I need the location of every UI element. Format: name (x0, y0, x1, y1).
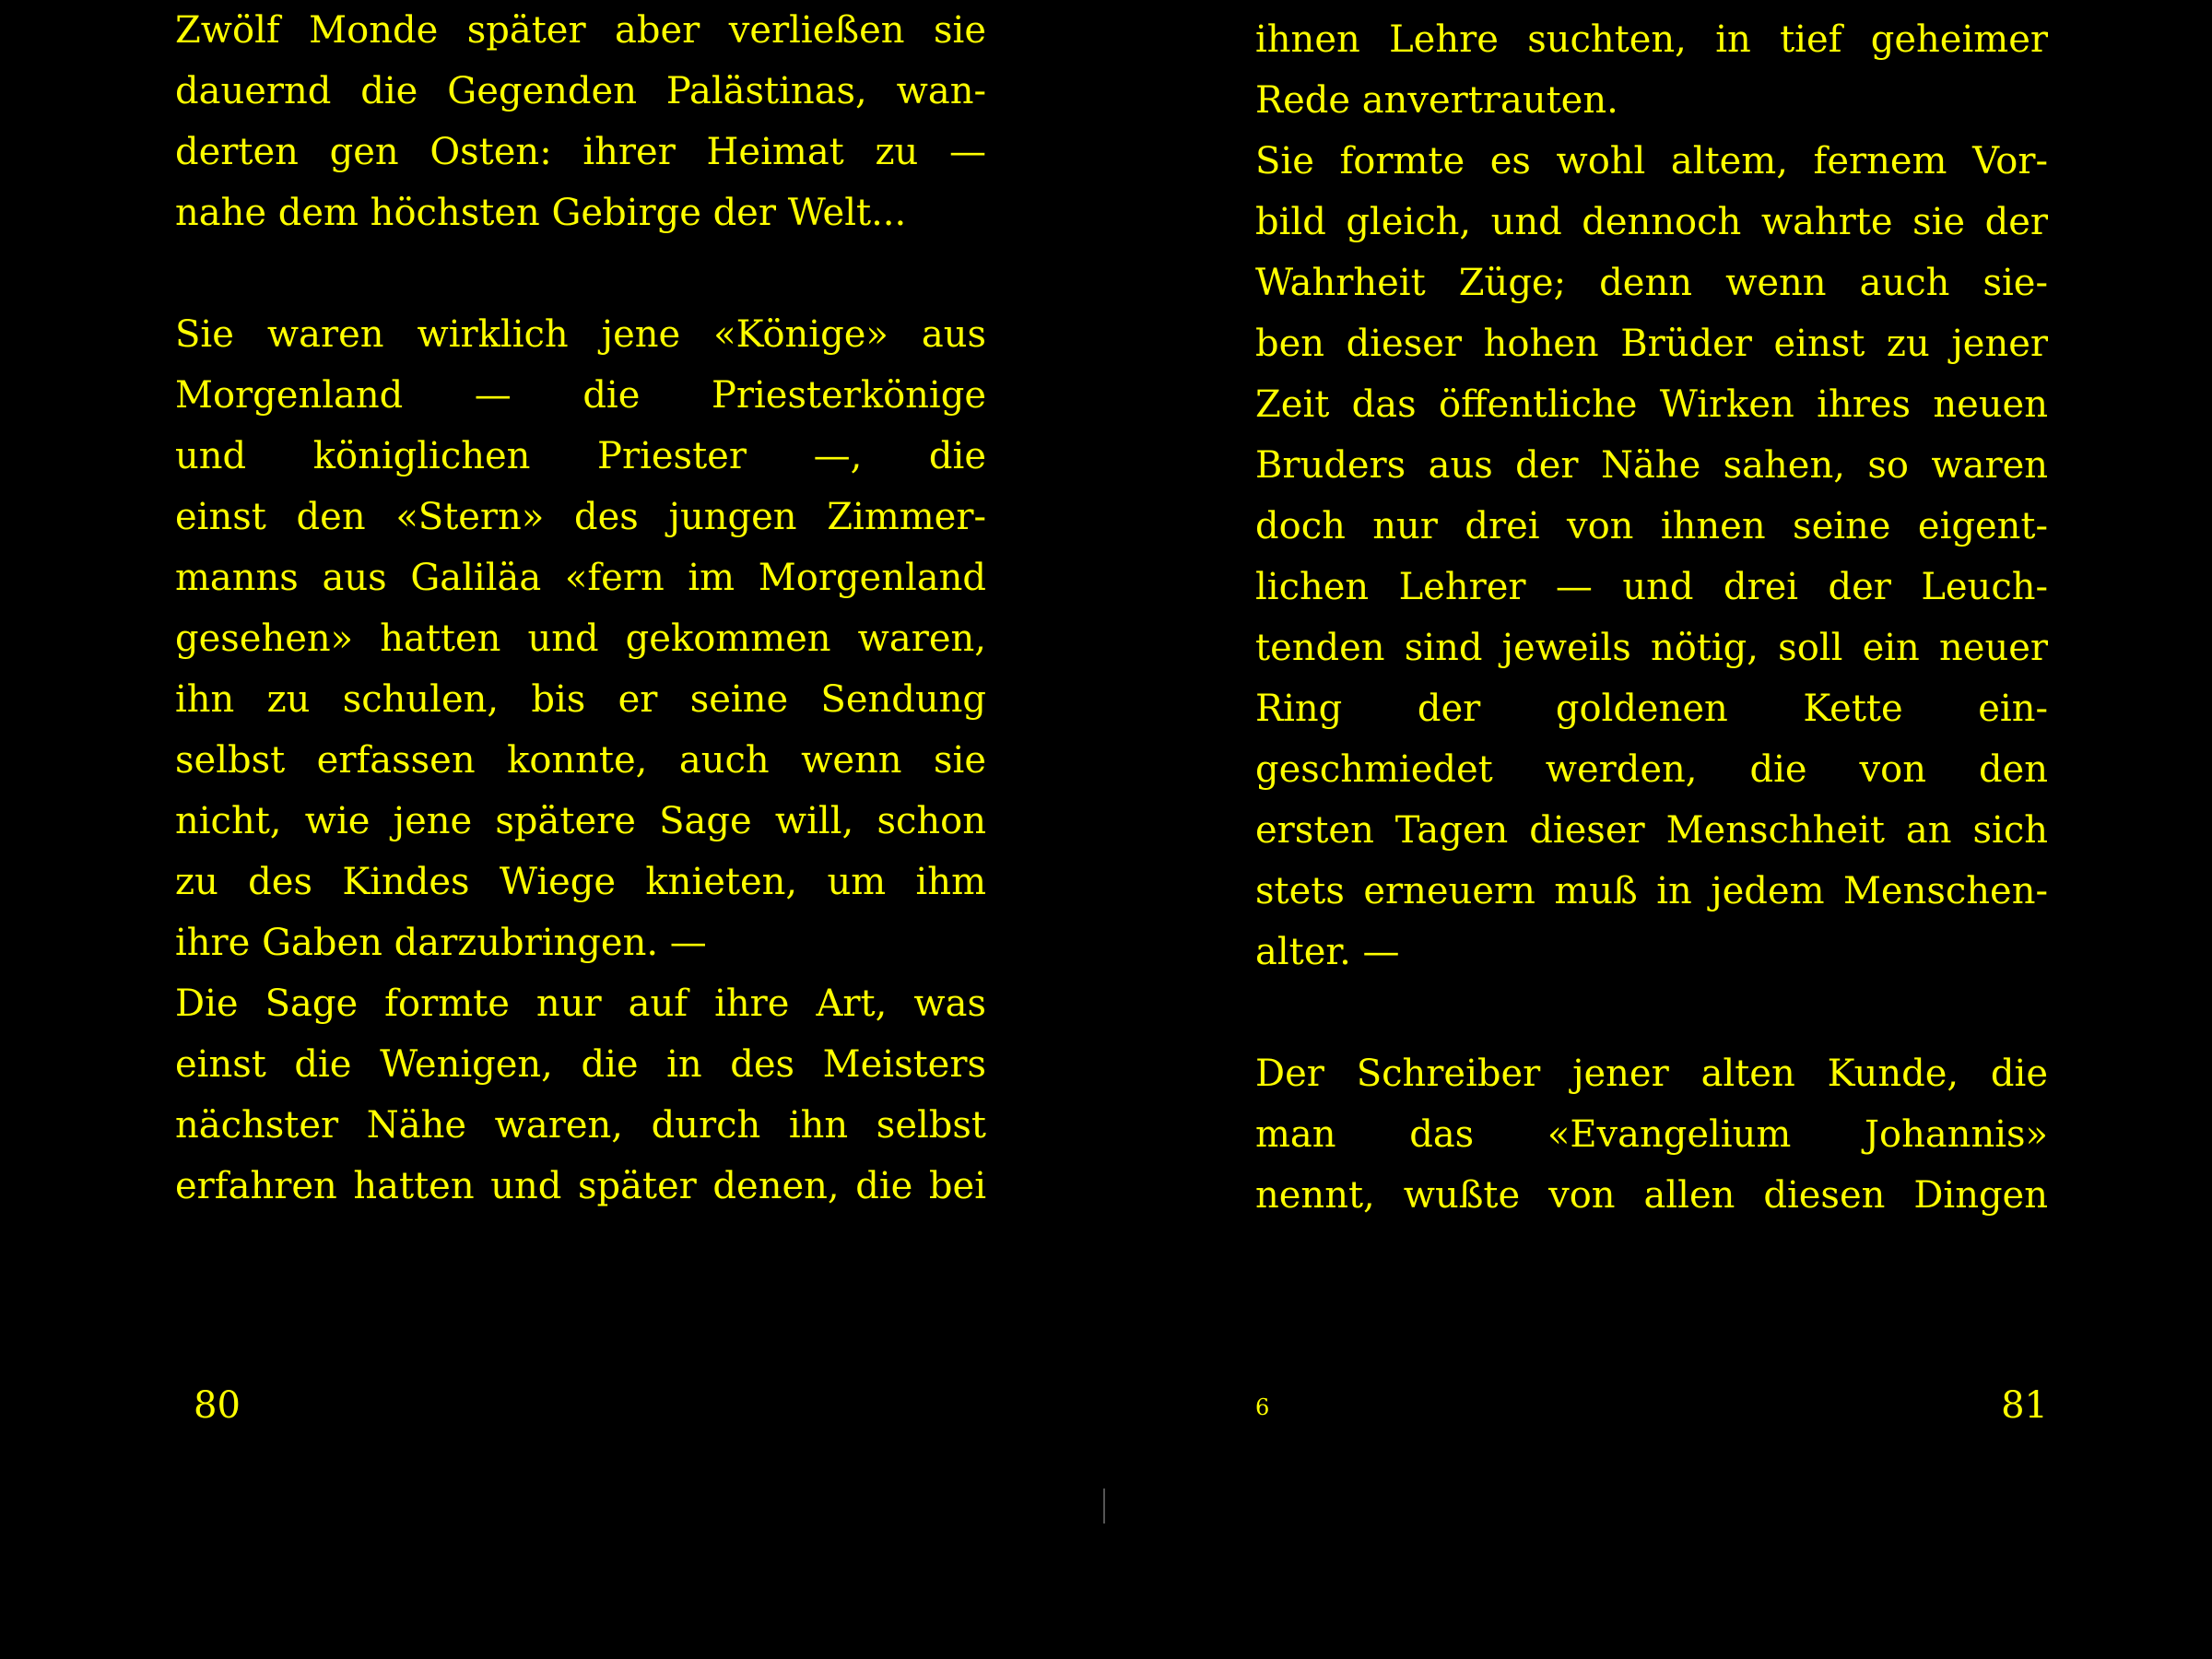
text-line: ihn zu schulen, bis er seine Sendung (175, 678, 986, 721)
text-line: ersten Tagen dieser Menschheit an sich (1255, 809, 2048, 852)
gutter-mark (1103, 1488, 1105, 1524)
text-line: man das «Evangelium Johannis» (1255, 1113, 2048, 1156)
text-line: bild gleich, und dennoch wahrte sie der (1255, 201, 2048, 243)
text-line: dauernd die Gegenden Palästinas, wan- (175, 70, 986, 112)
text-line: selbst erfassen konnte, auch wenn sie (175, 739, 986, 782)
text-line: alter. — (1255, 931, 1400, 973)
text-line: ihnen Lehre suchten, in tief geheimer (1255, 18, 2048, 61)
text-line: nächster Nähe waren, durch ihn selbst (175, 1104, 986, 1147)
text-line: Sie formte es wohl altem, fernem Vor- (1255, 140, 2048, 182)
text-line: Wahrheit Züge; denn wenn auch sie- (1255, 262, 2048, 304)
text-line: Bruders aus der Nähe sahen, so waren (1255, 444, 2048, 487)
text-line: geschmiedet werden, die von den (1255, 748, 2048, 791)
text-line: ben dieser hohen Brüder einst zu jener (1255, 323, 2048, 365)
text-line: Die Sage formte nur auf ihre Art, was (175, 982, 986, 1025)
text-line: doch nur drei von ihnen seine eigent- (1255, 505, 2048, 547)
text-line: lichen Lehrer — und drei der Leuch- (1255, 566, 2048, 608)
paragraph-gap (1255, 982, 2048, 1043)
text-line: Der Schreiber jener alten Kunde, die (1255, 1053, 2048, 1095)
text-line: tenden sind jeweils nötig, soll ein neuer (1255, 627, 2048, 669)
text-line: zu des Kindes Wiege knieten, um ihm (175, 861, 986, 903)
paragraph-gap (175, 243, 986, 304)
text-line: und königlichen Priester —, die (175, 435, 986, 477)
text-line: Rede anvertrauten. (1255, 79, 1618, 122)
text-line: Sie waren wirklich jene «Könige» aus (175, 313, 986, 356)
text-line: gesehen» hatten und gekommen waren, (175, 618, 986, 660)
right-text-block (1255, 0, 2048, 1226)
text-line: ihre Gaben darzubringen. — (175, 922, 707, 964)
signature-mark: 6 (1255, 1394, 1270, 1420)
text-line: Zeit das öffentliche Wirken ihres neuen (1255, 383, 2048, 426)
text-line: derten gen Osten: ihrer Heimat zu — (175, 131, 986, 173)
left-page (175, 0, 986, 1659)
page-number-right: 81 (2001, 1384, 2048, 1427)
text-line: manns aus Galiläa «fern im Morgenland (175, 557, 986, 599)
left-text-block (175, 0, 986, 1217)
text-line: Zwölf Monde später aber verließen sie (175, 9, 986, 52)
text-line: Morgenland — die Priesterkönige (175, 374, 986, 417)
text-line: Ring der goldenen Kette ein- (1255, 688, 2048, 730)
text-line: nicht, wie jene spätere Sage will, schon (175, 800, 986, 842)
text-line: erfahren hatten und später denen, die bei (175, 1165, 986, 1207)
page-number-left: 80 (194, 1384, 241, 1427)
text-line: stets erneuern muß in jedem Menschen- (1255, 870, 2048, 912)
text-line: nennt, wußte von allen diesen Dingen (1255, 1174, 2048, 1217)
text-line: einst den «Stern» des jungen Zimmer- (175, 496, 986, 538)
right-page (1255, 0, 2048, 1659)
text-line: nahe dem höchsten Gebirge der Welt... (175, 192, 907, 234)
text-line: einst die Wenigen, die in des Meisters (175, 1043, 986, 1086)
